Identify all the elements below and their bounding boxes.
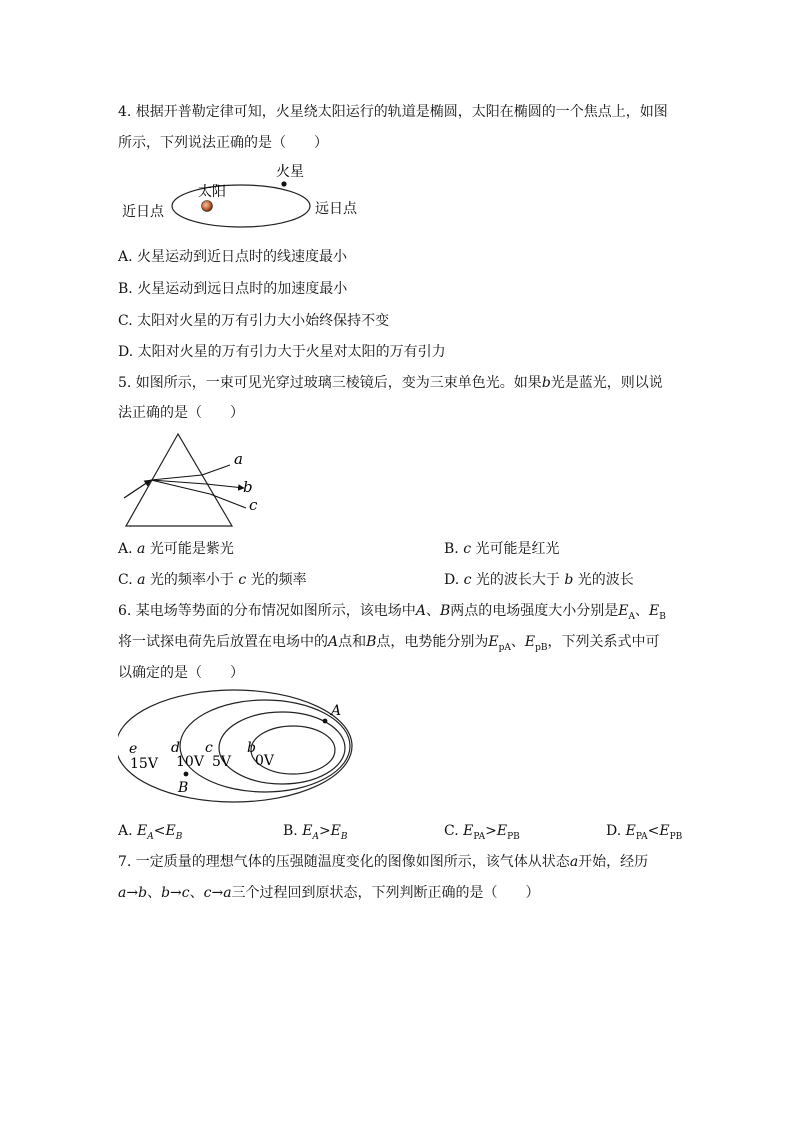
equipotential-e — [118, 690, 352, 802]
q6-stem-line3: 以确定的是（ ） — [118, 665, 244, 681]
q5-prism-figure — [118, 428, 278, 530]
label-e: e — [129, 741, 138, 757]
q4-orbit-figure — [118, 158, 378, 230]
label-b: b — [243, 478, 253, 496]
sun-label: 太阳 — [198, 184, 226, 200]
orbit-ellipse — [172, 185, 310, 227]
q4-option-b[interactable]: B. 火星运动到远日点时的加速度最小 — [118, 281, 348, 297]
q6-stem-line1: 6. 某电场等势面的分布情况如图所示，该电场中A、B两点的电场强度大小分别是$E_A$、$E_B$ — [118, 603, 666, 622]
point-a-dot — [323, 719, 328, 724]
q7-stem-line2: a→b、b→c、c→a三个过程回到原状态，下列判断正确的是（ ） — [118, 885, 540, 901]
q5-option-d[interactable]: D. c 光的波长大于 b 光的波长 — [444, 572, 634, 588]
ray-out-b — [206, 484, 244, 488]
q6-stem-line2: 将一试探电荷先后放置在电场中的A点和B点，电势能分别为$E_{pA}$、$E_{pB}$，下列关系式中可 — [118, 634, 660, 653]
q6-option-b[interactable]: B. $E_A>E_B$ — [283, 823, 348, 842]
sun-icon — [202, 201, 213, 212]
ray-out-c — [210, 494, 246, 508]
q6-option-d[interactable]: D. $E_{PA}<E_{PB}$ — [606, 823, 683, 842]
q5-option-a[interactable]: A. a 光可能是紫光 — [118, 541, 234, 557]
q6-option-a[interactable]: A. $E_A<E_B$ — [118, 823, 183, 842]
label-10v: 10V — [176, 754, 204, 770]
q5-option-b[interactable]: B. c 光可能是红光 — [444, 541, 560, 557]
label-b: b — [247, 740, 256, 756]
ray-inside-a — [151, 475, 202, 480]
label-15v: 15V — [130, 756, 158, 772]
mars-dot — [281, 181, 286, 186]
q7-stem-line1: 7. 一定质量的理想气体的压强随温度变化的图像如图所示，该气体从状态a开始，经历 — [118, 854, 649, 870]
label-d: d — [171, 740, 180, 756]
point-b-dot — [184, 772, 189, 777]
label-c: c — [205, 740, 213, 756]
q4-option-a[interactable]: A. 火星运动到近日点时的线速度最小 — [118, 249, 348, 265]
perihelion-label: 近日点 — [122, 204, 164, 220]
q6-option-c[interactable]: C. $E_{PA}>E_{PB}$ — [444, 823, 520, 842]
q6-equipotential-figure — [118, 688, 363, 806]
prism-triangle — [126, 434, 232, 526]
mars-label: 火星 — [276, 164, 304, 180]
q4-option-c[interactable]: C. 太阳对火星的万有引力大小始终保持不变 — [118, 313, 390, 329]
q4-stem-line1: 4. 根据开普勒定律可知，火星绕太阳运行的轨道是椭圆，太阳在椭圆的一个焦点上，如图 — [118, 104, 668, 120]
q5-stem-line1: 5. 如图所示，一束可见光穿过玻璃三棱镜后，变为三束单色光。如果b光是蓝光，则以说 — [118, 375, 663, 391]
label-a: a — [234, 450, 243, 468]
label-5v: 5V — [212, 754, 232, 770]
label-c: c — [249, 496, 258, 514]
q5-option-c[interactable]: C. a 光的频率小于 c 光的频率 — [118, 572, 307, 588]
ray-out-a — [202, 465, 230, 475]
q4-option-d[interactable]: D. 太阳对火星的万有引力大于火星对太阳的万有引力 — [118, 344, 446, 360]
label-point-b: B — [178, 780, 189, 796]
label-point-a: A — [331, 703, 342, 719]
aphelion-label: 远日点 — [315, 201, 357, 217]
label-0v: 0V — [255, 753, 275, 769]
q4-stem-line2: 所示，下列说法正确的是（ ） — [118, 135, 328, 151]
q5-stem-line2: 法正确的是（ ） — [118, 405, 244, 421]
